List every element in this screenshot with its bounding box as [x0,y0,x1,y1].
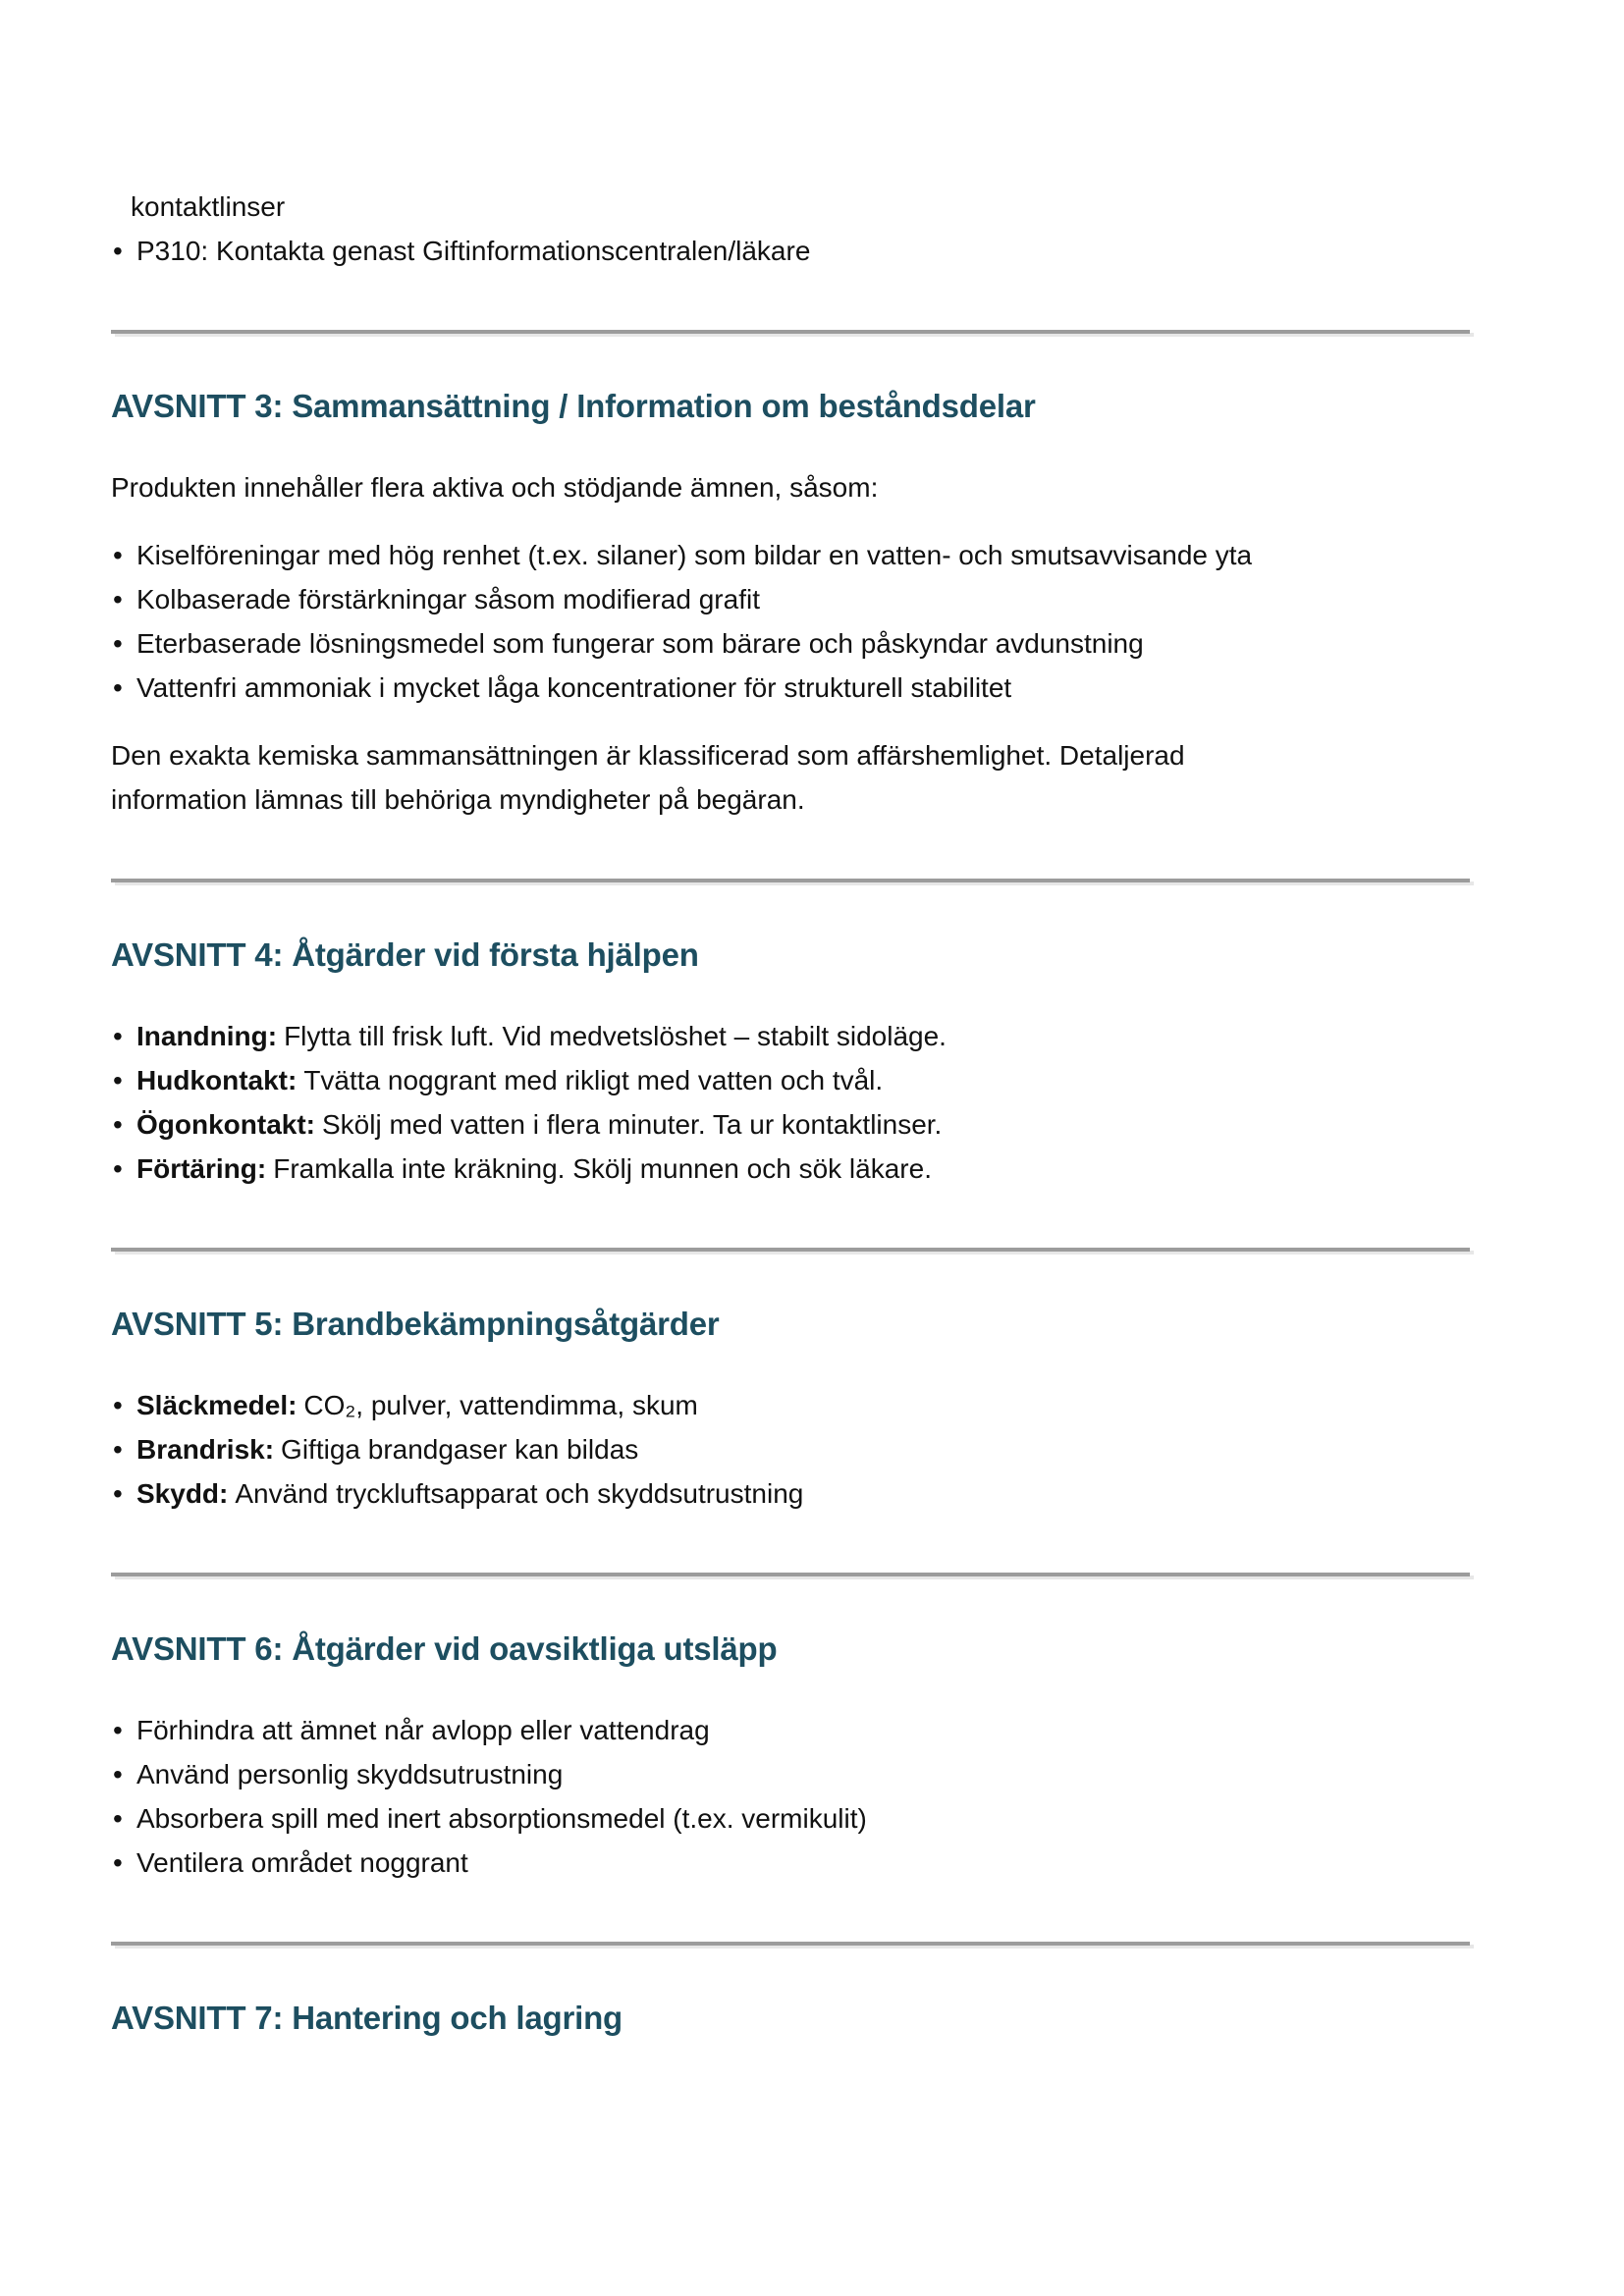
list-item [111,1147,1513,1191]
bullet-text: P310: Kontakta genast Giftinformationscentralen/läkare [136,236,811,266]
bullet-text: Använd tryckluftsapparat och skyddsutrustning [235,1478,804,1509]
bullet-text: Eterbaserade lösningsmedel som fungerar som bärare och påskyndar avdunstning [136,628,1144,659]
bullet-text: Giftiga brandgaser kan bildas [281,1434,639,1465]
section-6-bullet-list [111,1708,1513,1885]
section-5-bullet-list [111,1383,1513,1516]
section-3-heading: AVSNITT 3: Sammansättning / Information om beståndsdelar [111,388,1036,424]
bullet-text: Framkalla inte kräkning. Skölj munnen och sök läkare. [273,1153,932,1184]
section-3-note: Den exakta kemiska sammansättningen är klassificerad som affärshemlighet. Detaljerad information lämnas till behöriga myndigheter på begäran. [111,740,1185,815]
section-divider [111,1942,1470,1946]
bullet-text: CO₂, pulver, vattendimma, skum [303,1390,698,1420]
bullet-text: Förhindra att ämnet når avlopp eller vattendrag [136,1715,710,1745]
bullet-lead: Släckmedel: [136,1390,298,1420]
section-3-intro: Produkten innehåller flera aktiva och stödjande ämnen, såsom: [111,472,879,503]
section-5-heading: AVSNITT 5: Brandbekämpningsåtgärder [111,1306,720,1342]
list-item [111,1102,1513,1147]
bullet-lead: Brandrisk: [136,1434,275,1465]
bullet-text: Skölj med vatten i flera minuter. Ta ur kontaktlinser. [322,1109,943,1140]
list-item [111,621,1513,666]
list-item [111,1427,1513,1471]
bullet-lead: Ögonkontakt: [136,1109,315,1140]
section-3-bullet-list [111,533,1513,710]
list-item [111,533,1513,577]
list-item [111,1058,1513,1102]
list-item [111,1014,1513,1058]
bullet-text: Vattenfri ammoniak i mycket låga koncentrationer för strukturell stabilitet [136,672,1012,703]
bullet-text: Kiselföreningar med hög renhet (t.ex. silaner) som bildar en vatten- och smutsavvisande yta [136,540,1253,570]
section-divider [111,879,1470,882]
section-6-heading: AVSNITT 6: Åtgärder vid oavsiktliga utsläpp [111,1630,778,1667]
list-item [111,666,1513,710]
list-item [111,1471,1513,1516]
bullet-text: Använd personlig skyddsutrustning [136,1759,564,1789]
section-divider [111,330,1470,334]
section-divider [111,1248,1470,1252]
list-item [111,229,1513,273]
section-divider [111,1573,1470,1576]
list-item [111,1752,1513,1796]
list-item [111,1796,1513,1841]
list-item [111,1383,1513,1427]
bullet-lead: Förtäring: [136,1153,267,1184]
bullet-text: Tvätta noggrant med rikligt med vatten och tvål. [303,1065,884,1095]
bullet-text: Absorbera spill med inert absorptionsmedel (t.ex. vermikulit) [136,1803,867,1834]
bullet-text: Ventilera området noggrant [136,1847,468,1878]
bullet-text: Flytta till frisk luft. Vid medvetslöshet – stabilt sidoläge. [284,1021,947,1051]
list-item [111,577,1513,621]
section-7-heading: AVSNITT 7: Hantering och lagring [111,2000,623,2036]
bullet-lead: Hudkontakt: [136,1065,298,1095]
list-item [111,1708,1513,1752]
precaution-statements-list [111,229,1513,273]
bullet-lead: Inandning: [136,1021,278,1051]
list-item [111,1841,1513,1885]
bullet-lead: Skydd: [136,1478,229,1509]
continuation-text: kontaktlinser [131,191,286,222]
section-4-bullet-list [111,1014,1513,1191]
bullet-text: Kolbaserade förstärkningar såsom modifierad grafit [136,584,760,614]
section-4-heading: AVSNITT 4: Åtgärder vid första hjälpen [111,936,699,973]
